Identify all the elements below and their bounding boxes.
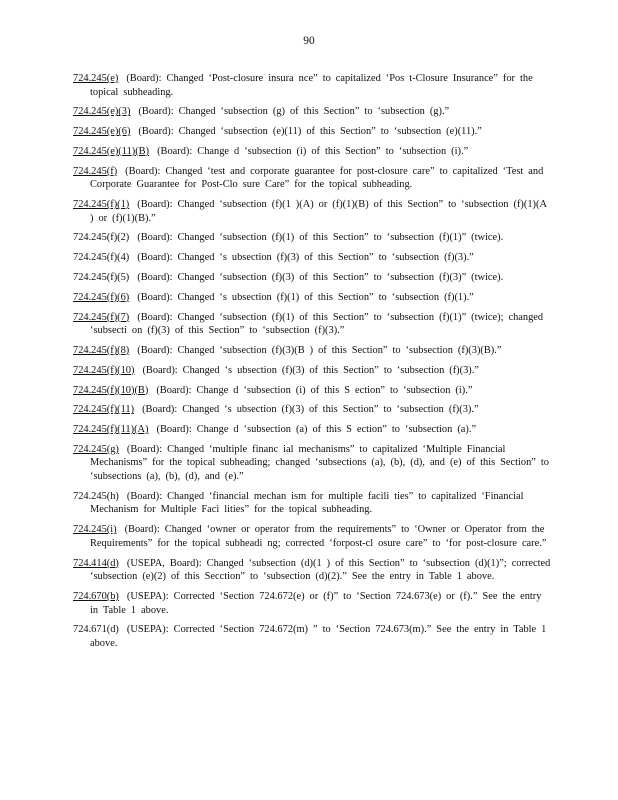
amendment-entry bbox=[73, 384, 551, 398]
amendment-text: (Board): Changed ‘subsection (f)(1) of this Section” to ‘subsection (f)(1)” (twice). bbox=[137, 232, 504, 244]
section-reference: 724.245(f)(5) bbox=[73, 272, 130, 284]
section-reference: 724.670(b) bbox=[73, 590, 119, 602]
amendment-text: (USEPA): Corrected ‘Section 724.672(e) or (f)” to ‘Section 724.673(e) or (f).” See the entry in Table 1 above. bbox=[90, 590, 542, 616]
section-reference: 724.245(f)(8) bbox=[73, 344, 130, 356]
section-reference: 724.245(f)(2) bbox=[73, 232, 130, 244]
amendment-entry bbox=[73, 231, 551, 245]
amendment-entry bbox=[73, 344, 551, 358]
section-reference: 724.245(e)(11)(B) bbox=[73, 145, 150, 157]
amendment-entry bbox=[73, 271, 551, 285]
section-reference: 724.245(h) bbox=[73, 490, 119, 502]
amendment-entry bbox=[73, 423, 551, 437]
amendment-text: (USEPA): Corrected ‘Section 724.672(m) ” to ‘Section 724.673(m).” See the entry in Table 1 above. bbox=[90, 624, 547, 649]
amendment-text: (Board): Changed ‘subsection (e)(11) of this Section” to ‘subsection (e)(11).” bbox=[138, 126, 482, 138]
amendment-entry bbox=[73, 490, 551, 517]
section-reference: 724.671(d) bbox=[73, 624, 119, 636]
amendment-list bbox=[73, 72, 551, 657]
amendment-entry bbox=[73, 72, 551, 99]
page-number: 90 bbox=[303, 35, 315, 47]
section-reference: 724.245(f) bbox=[73, 165, 118, 177]
amendment-text: (Board): Changed ‘Post-closure insura nce” to capitalized ‘Pos t-Closure Insurance” for the topical subheading. bbox=[90, 73, 533, 98]
amendment-entry bbox=[73, 623, 551, 650]
amendment-entry bbox=[73, 523, 551, 550]
amendment-entry bbox=[73, 590, 551, 617]
amendment-text: (USEPA, Board): Changed ‘subsection (d)(1 ) of this Section” to ‘subsection (d)(1)”; corrected ‘subsection (e)(2) of this Secction” to ‘subsection (d)(2).” See the entry in Table 1 above. bbox=[90, 557, 551, 583]
section-reference: 724.245(e)(3) bbox=[73, 106, 131, 118]
amendment-text: (Board): Changed ‘owner or operator from the requirements” to ‘Owner or Operator from the Requirements” for the topical subheadi ng; corrected ‘forpost-cl osure care” to ‘for post-closure care.” bbox=[90, 524, 547, 549]
section-reference: 724.245(e)(6) bbox=[73, 126, 131, 138]
section-reference: 724.245(f)(6) bbox=[73, 291, 130, 303]
amendment-text: (Board): Change d ‘subsection (i) of this S ection” to ‘subsection (i).” bbox=[156, 384, 473, 396]
section-reference: 724.245(f)(10) bbox=[73, 364, 135, 376]
section-reference: 724.245(f)(4) bbox=[73, 252, 130, 264]
amendment-text: (Board): Changed ‘subsection (f)(3)(B ) of this Section” to ‘subsection (f)(3)(B).” bbox=[137, 344, 502, 356]
amendment-text: (Board): Changed ‘subsection (f)(1) of this Section” to ‘subsection (f)(1)” (twice); changed ‘subsecti on (f)(3) of this Section” to ‘subsection (f)(3).” bbox=[90, 311, 544, 337]
section-reference: 724.245(f)(7) bbox=[73, 311, 130, 323]
section-reference: 724.414(d) bbox=[73, 557, 119, 569]
section-reference: 724.245(f)(11) bbox=[73, 404, 135, 416]
section-reference: 724.245(i) bbox=[73, 524, 117, 536]
section-reference: 724.245(g) bbox=[73, 443, 119, 455]
amendment-text: (Board): Change d ‘subsection (a) of this S ection” to ‘subsection (a).” bbox=[156, 424, 477, 436]
amendment-entry bbox=[73, 311, 551, 338]
section-reference: 724.245(f)(11)(A) bbox=[73, 424, 149, 436]
amendment-text: (Board): Changed ‘subsection (g) of this Section” to ‘subsection (g).” bbox=[138, 106, 450, 118]
amendment-entry bbox=[73, 403, 551, 417]
amendment-text: (Board): Changed ‘s ubsection (f)(1) of this Section” to ‘subsection (f)(1).” bbox=[137, 291, 474, 303]
amendment-text: (Board): Changed ‘s ubsection (f)(3) of this Section” to ‘subsection (f)(3).” bbox=[137, 252, 474, 264]
amendment-entry bbox=[73, 105, 551, 119]
amendment-text: (Board): Changed ‘subsection (f)(1 )(A) or (f)(1)(B) of this Section” to ‘subsection (f)(1)(A ) or (f)(1)(B).” bbox=[90, 199, 547, 224]
amendment-entry bbox=[73, 145, 551, 159]
amendment-text: (Board): Changed ‘multiple financ ial mechanisms” to capitalized ‘Multiple Financial Mechanisms” for the topical subheading; changed ‘subsections (a), (b), (d), and (e) of this Section” to ‘subsections (a), (b), (d), and (e).” bbox=[90, 443, 550, 483]
amendment-text: (Board): Changed ‘s ubsection (f)(3) of this Section” to ‘subsection (f)(3).” bbox=[142, 364, 479, 376]
amendment-entry bbox=[73, 364, 551, 378]
amendment-text: (Board): Changed ‘s ubsection (f)(3) of this Section” to ‘subsection (f)(3).” bbox=[142, 404, 479, 416]
amendment-entry bbox=[73, 198, 551, 225]
amendment-text: (Board): Changed ‘test and corporate guarantee for post-closure care” to capitalized ‘Test and Corporate Guarantee for Post-Clo sure Care” for the topical subheading. bbox=[90, 165, 544, 191]
section-reference: 724.245(f)(1) bbox=[73, 199, 130, 211]
amendment-entry bbox=[73, 251, 551, 265]
amendment-entry bbox=[73, 443, 551, 484]
amendment-entry bbox=[73, 165, 551, 192]
amendment-text: (Board): Changed ‘financial mechan ism for multiple facili ties” to capitalized ‘Financial Mechanism for Multiple Faci lities” for the topical subheading. bbox=[90, 490, 524, 516]
section-reference: 724.245(e) bbox=[73, 73, 119, 84]
amendment-entry bbox=[73, 557, 551, 584]
amendment-text: (Board): Changed ‘subsection (f)(3) of this Section” to ‘subsection (f)(3)” (twice). bbox=[137, 272, 504, 284]
amendment-entry bbox=[73, 291, 551, 305]
section-reference: 724.245(f)(10)(B) bbox=[73, 384, 149, 396]
amendment-text: (Board): Change d ‘subsection (i) of this Section” to ‘subsection (i).” bbox=[157, 145, 469, 157]
amendment-entry bbox=[73, 125, 551, 139]
